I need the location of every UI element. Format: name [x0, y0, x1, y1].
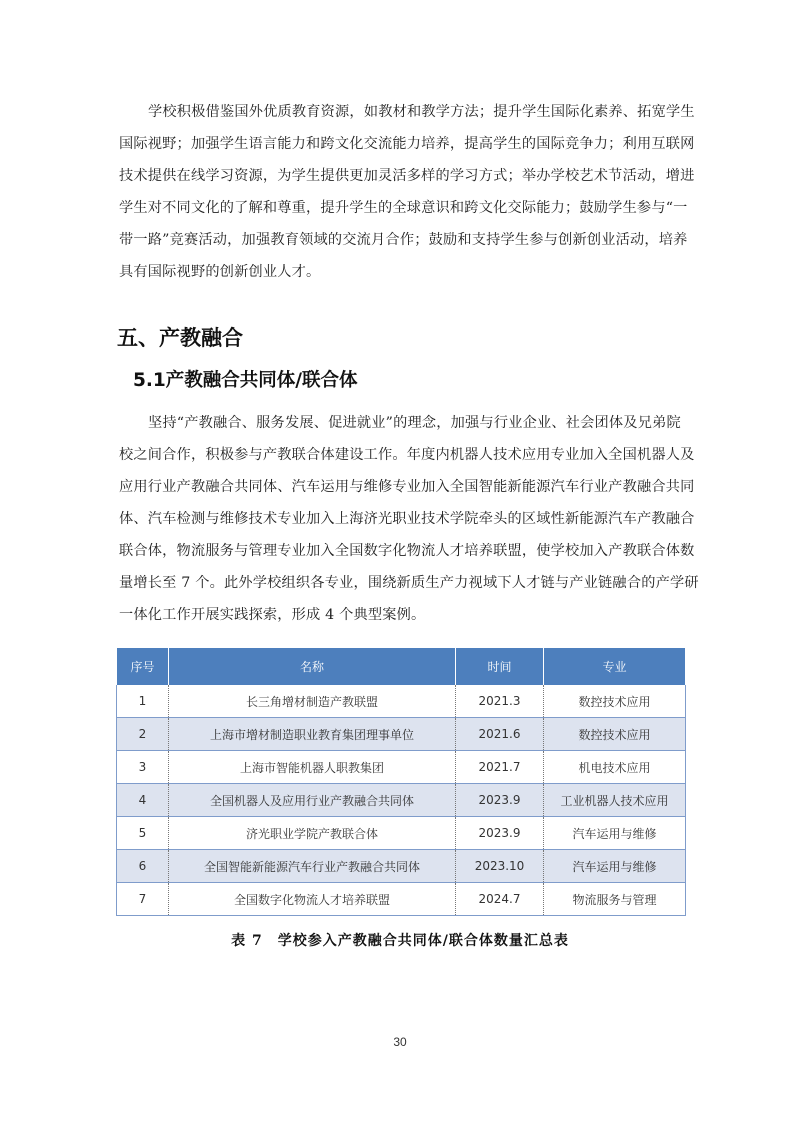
paragraph-line: 一体化工作开展实践探索，形成 4 个典型案例。: [119, 607, 426, 623]
paragraph-line: 坚持“产教融合、服务发展、促进就业”的理念，加强与行业企业、社会团体及兄弟院: [148, 415, 681, 431]
cell-time: 2021.3: [456, 685, 544, 718]
paragraph-line: 应用行业产教融合共同体、汽车运用与维修专业加入全国智能新能源汽车行业产教融合共同: [119, 479, 695, 495]
cell-major: 数控技术应用: [544, 718, 686, 751]
paragraph-line: 学校积极借鉴国外优质教育资源，如教材和教学方法；提升学生国际化素养、拓宽学生: [148, 104, 695, 120]
paragraph-international: [119, 96, 695, 288]
cell-time: 2024.7: [456, 883, 544, 916]
page-number: 30: [393, 1035, 407, 1049]
paragraph-line: 具有国际视野的创新创业人才。: [119, 264, 321, 280]
subsection-heading: 5.1产教融合共同体/联合体: [133, 370, 358, 391]
cell-major: 物流服务与管理: [544, 883, 686, 916]
table-row: [117, 784, 686, 817]
table-row: [117, 685, 686, 718]
cell-index: 7: [117, 883, 169, 916]
table-caption: 表 7 学校参入产教融合共同体/联合体数量汇总表: [231, 933, 569, 949]
paragraph-line: 量增长至 7 个。此外学校组织各专业，围绕新质生产力视域下人才链与产业链融合的产学研: [119, 575, 699, 591]
cell-name: 上海市智能机器人职教集团: [169, 751, 456, 784]
cell-index: 3: [117, 751, 169, 784]
cell-time: 2021.7: [456, 751, 544, 784]
cell-major: 数控技术应用: [544, 685, 686, 718]
cell-time: 2021.6: [456, 718, 544, 751]
cell-time: 2023.9: [456, 817, 544, 850]
cell-index: 2: [117, 718, 169, 751]
cell-name: 上海市增材制造职业教育集团理事单位: [169, 718, 456, 751]
table-row: [117, 751, 686, 784]
paragraph-line: 体、汽车检测与维修技术专业加入上海济光职业技术学院牵头的区域性新能源汽车产教融合: [119, 511, 695, 527]
cell-major: 机电技术应用: [544, 751, 686, 784]
cell-major: 汽车运用与维修: [544, 850, 686, 883]
cell-index: 4: [117, 784, 169, 817]
table-row: [117, 883, 686, 916]
paragraph-line: 联合体，物流服务与管理专业加入全国数字化物流人才培养联盟，使学校加入产教联合体数: [119, 543, 695, 559]
cell-index: 1: [117, 685, 169, 718]
cell-name: 全国机器人及应用行业产教融合共同体: [169, 784, 456, 817]
column-header-name: 名称: [169, 649, 456, 685]
section-heading: 五、产教融合: [117, 326, 243, 350]
paragraph-line: 国际视野；加强学生语言能力和跨文化交流能力培养，提高学生的国际竞争力；利用互联网: [119, 136, 695, 152]
column-header-index: 序号: [117, 649, 169, 685]
cell-name: 长三角增材制造产教联盟: [169, 685, 456, 718]
table-header-row: [117, 649, 686, 685]
paragraph-line: 技术提供在线学习资源，为学生提供更加灵活多样的学习方式；举办学校艺术节活动，增进: [119, 168, 695, 184]
paragraph-line: 带一路”竞赛活动，加强教育领域的交流月合作；鼓励和支持学生参与创新创业活动，培养: [119, 232, 688, 248]
column-header-major: 专业: [544, 649, 686, 685]
table-row: [117, 817, 686, 850]
alliances-table: [116, 648, 686, 916]
cell-name: 全国智能新能源汽车行业产教融合共同体: [169, 850, 456, 883]
cell-index: 5: [117, 817, 169, 850]
paragraph-line: 校之间合作，积极参与产教联合体建设工作。年度内机器人技术应用专业加入全国机器人及: [119, 447, 695, 463]
paragraph-industry-education: [119, 407, 699, 631]
cell-time: 2023.9: [456, 784, 544, 817]
cell-name: 全国数字化物流人才培养联盟: [169, 883, 456, 916]
cell-index: 6: [117, 850, 169, 883]
cell-name: 济光职业学院产教联合体: [169, 817, 456, 850]
paragraph-line: 学生对不同文化的了解和尊重，提升学生的全球意识和跨文化交际能力；鼓励学生参与“一: [119, 200, 688, 216]
table-row: [117, 718, 686, 751]
column-header-time: 时间: [456, 649, 544, 685]
cell-major: 工业机器人技术应用: [544, 784, 686, 817]
cell-major: 汽车运用与维修: [544, 817, 686, 850]
cell-time: 2023.10: [456, 850, 544, 883]
table-row: [117, 850, 686, 883]
